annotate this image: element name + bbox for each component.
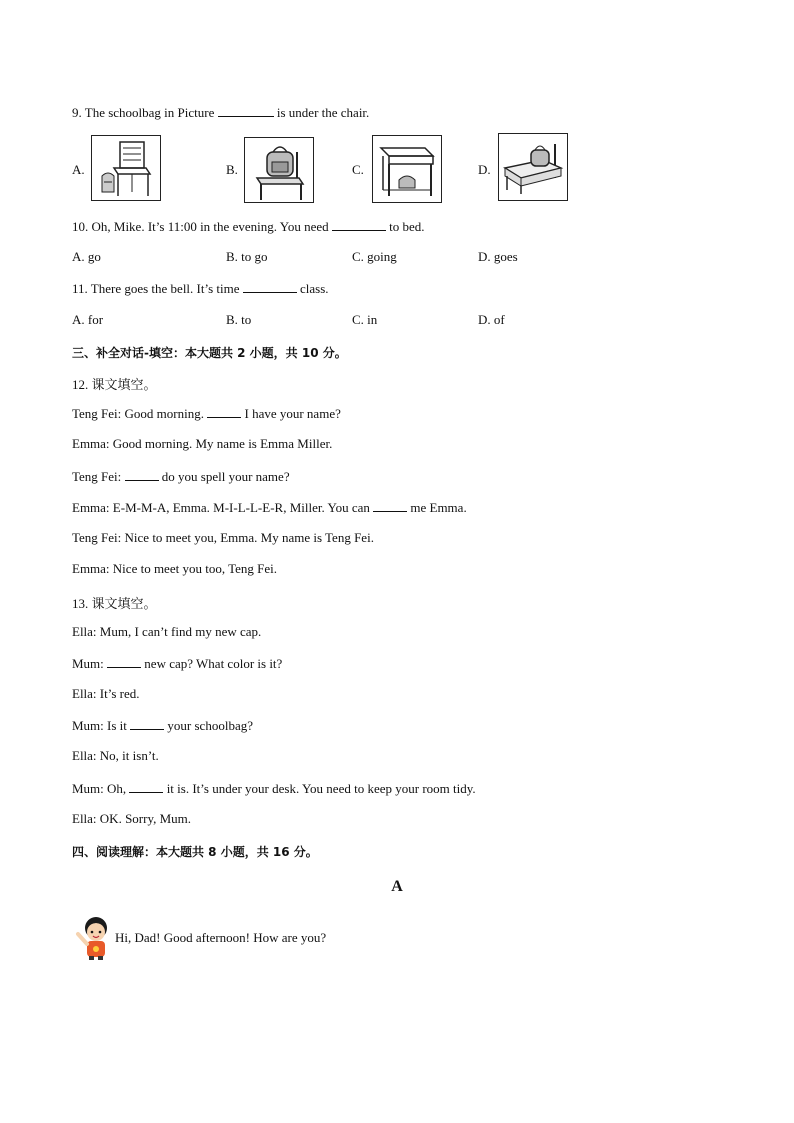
- question-12-title: 12. 课文填空。: [72, 377, 157, 392]
- schoolbag-on-chair-picture[interactable]: [244, 137, 314, 203]
- line-text: me Emma.: [410, 500, 467, 515]
- dialog-line: [72, 499, 467, 516]
- line-text: Oh,: [103, 781, 127, 796]
- section-3-heading: 三、补全对话-填空：本大题共 2 小题，共 10 分。: [72, 346, 347, 360]
- answer-blank[interactable]: [129, 780, 163, 793]
- dialog-line: [72, 468, 290, 485]
- option-c[interactable]: C. going: [352, 249, 397, 264]
- dialog-line: [72, 530, 374, 546]
- speaker: Mum:: [72, 718, 104, 733]
- dialog-line: [72, 624, 261, 640]
- speaker: Emma:: [72, 500, 110, 515]
- dialog-line: [72, 655, 282, 672]
- answer-blank[interactable]: [130, 717, 164, 730]
- line-text: Mum, I can’t find my new cap.: [96, 624, 262, 639]
- option-c-label[interactable]: C.: [352, 162, 364, 177]
- section-4-heading: 四、阅读理解：本大题共 8 小题，共 16 分。: [72, 845, 318, 859]
- option-d[interactable]: D. goes: [478, 249, 518, 264]
- line-text: new cap? What color is it?: [144, 656, 283, 671]
- line-text: Nice to meet you, Emma. My name is Teng Fei.: [121, 530, 374, 545]
- line-text: Good morning. My name is Emma Miller.: [109, 436, 333, 451]
- answer-blank[interactable]: [125, 468, 159, 481]
- option-a-label[interactable]: A.: [72, 162, 85, 177]
- speaker: Teng Fei:: [72, 530, 122, 545]
- dialog-line: [72, 436, 332, 452]
- schoolbag-beside-chair-picture[interactable]: [91, 135, 161, 201]
- answer-blank[interactable]: [332, 218, 386, 231]
- option-b-label[interactable]: B.: [226, 162, 238, 177]
- line-text: OK. Sorry, Mum.: [96, 811, 192, 826]
- line-text: your schoolbag?: [167, 718, 253, 733]
- option-c[interactable]: C. in: [352, 312, 378, 327]
- question-9-prefix: 9. The schoolbag in Picture: [72, 105, 215, 120]
- option-d-label[interactable]: D.: [478, 162, 491, 177]
- line-text: Good morning.: [121, 406, 204, 421]
- schoolbag-on-bed-picture[interactable]: [498, 133, 568, 201]
- line-text: Is it: [103, 718, 127, 733]
- option-b[interactable]: B. to go: [226, 249, 268, 264]
- speaker: Mum:: [72, 781, 104, 796]
- question-10-prefix: 10. Oh, Mike. It’s 11:00 in the evening. You need: [72, 219, 329, 234]
- option-a[interactable]: A. for: [72, 312, 104, 327]
- option-a[interactable]: A. go: [72, 249, 101, 264]
- question-13-title: 13. 课文填空。: [72, 596, 157, 611]
- question-11-suffix: class.: [300, 281, 329, 296]
- dialog-line: [72, 748, 159, 764]
- speaker: Emma:: [72, 561, 110, 576]
- question-11: [72, 280, 329, 297]
- dialog-line: [72, 405, 341, 422]
- speaker: Ella:: [72, 624, 97, 639]
- line-text: do you spell your name?: [161, 469, 290, 484]
- line-text: It’s red.: [96, 686, 140, 701]
- dialog-bubble-text: Hi, Dad! Good afternoon! How are you?: [115, 930, 327, 945]
- passage-title: A: [391, 878, 403, 895]
- speaker: Ella:: [72, 811, 97, 826]
- dialog-line: [72, 717, 253, 734]
- question-9: [72, 104, 369, 121]
- speaker: Emma:: [72, 436, 110, 451]
- boy-avatar-icon: [74, 914, 114, 960]
- dialog-line: [72, 686, 140, 702]
- line-text: Nice to meet you too, Teng Fei.: [109, 561, 278, 576]
- answer-blank[interactable]: [243, 280, 297, 293]
- schoolbag-under-table-picture[interactable]: [372, 135, 442, 203]
- answer-blank[interactable]: [207, 405, 241, 418]
- dialog-line: [72, 811, 191, 827]
- question-11-prefix: 11. There goes the bell. It’s time: [72, 281, 240, 296]
- question-9-suffix: is under the chair.: [276, 105, 370, 120]
- answer-blank[interactable]: [218, 104, 274, 117]
- line-text: No, it isn’t.: [96, 748, 159, 763]
- question-10: [72, 218, 425, 235]
- question-10-suffix: to bed.: [389, 219, 425, 234]
- answer-blank[interactable]: [107, 655, 141, 668]
- line-text: it is. It’s under your desk. You need to keep your room tidy.: [166, 781, 476, 796]
- option-b[interactable]: B. to: [226, 312, 252, 327]
- speaker: Ella:: [72, 748, 97, 763]
- option-d[interactable]: D. of: [478, 312, 505, 327]
- speaker: Teng Fei:: [72, 469, 122, 484]
- answer-blank[interactable]: [373, 499, 407, 512]
- dialog-line: [72, 780, 476, 797]
- speaker: Teng Fei:: [72, 406, 122, 421]
- line-text: I have your name?: [244, 406, 341, 421]
- line-text: E-M-M-A, Emma. M-I-L-L-E-R, Miller. You can: [109, 500, 370, 515]
- speaker: Ella:: [72, 686, 97, 701]
- dialog-line: [72, 561, 277, 577]
- speaker: Mum:: [72, 656, 104, 671]
